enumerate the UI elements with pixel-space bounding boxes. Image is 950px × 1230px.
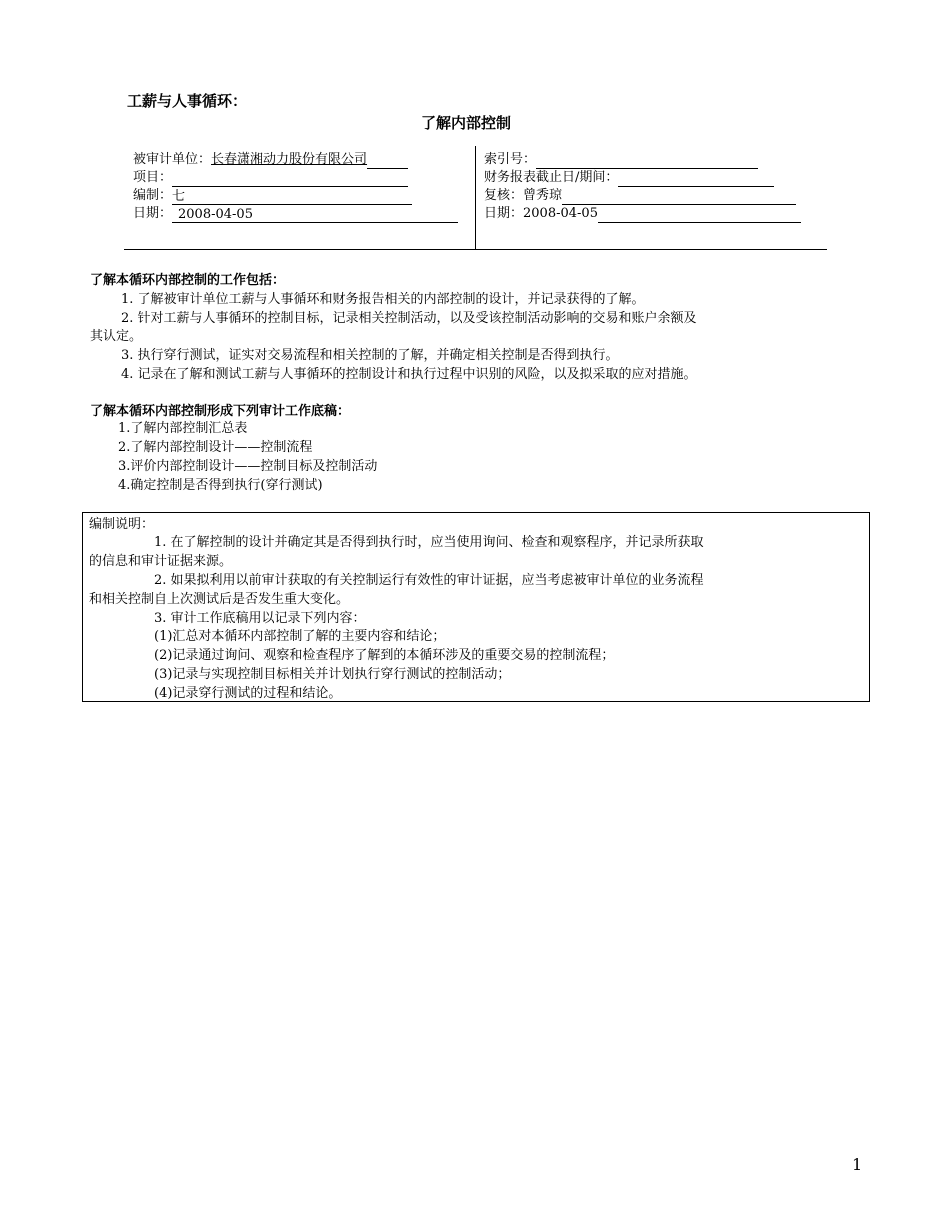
note-1: 1. 在了解控制的设计并确定其是否得到执行时，应当使用询问、检查和观察程序，并记录所获取 [154, 535, 704, 550]
review-underline [562, 188, 796, 205]
note-2: 2. 如果拟利用以前审计获取的有关控制运行有效性的审计证据，应当考虑被审计单位的业务流程 [154, 573, 704, 588]
entity-value: 长春潇湘动力股份有限公司 [211, 152, 368, 167]
info-divider [475, 146, 476, 250]
note-3-sub-2: (2)记录通过询问、观察和检查程序了解到的本循环涉及的重要交易的控制流程； [154, 648, 615, 663]
index-label: 索引号： [484, 152, 537, 167]
paper-item-3: 3.评价内部控制设计——控制目标及控制活动 [118, 459, 378, 474]
prepared-field [133, 187, 412, 205]
work-title: 了解本循环内部控制的工作包括： [90, 273, 286, 288]
entity-label: 被审计单位： [133, 152, 212, 167]
period-underline [618, 170, 774, 187]
project-field [133, 169, 408, 187]
period-label: 财务报表截止日/期间： [484, 170, 619, 185]
work-item-2-cont: 其认定。 [90, 329, 143, 344]
paper-item-4: 4.确定控制是否得到执行(穿行测试) [118, 478, 323, 493]
prepared-value: 七 [172, 188, 412, 205]
notes-title: 编制说明： [89, 517, 155, 532]
entity-underline [367, 152, 408, 169]
date-label: 日期： [133, 206, 173, 221]
page-number: 1 [852, 1155, 863, 1174]
review-value: 曾秀琼 [523, 188, 563, 203]
review-date-field [484, 205, 801, 223]
project-underline [172, 170, 408, 187]
note-1-cont: 的信息和审计证据来源。 [89, 554, 233, 569]
note-3-sub-1: (1)汇总对本循环内部控制了解的主要内容和结论； [154, 629, 446, 644]
review-label: 复核： [484, 188, 524, 203]
page-title: 了解内部控制 [421, 114, 512, 132]
entity-field [133, 151, 408, 169]
work-item-3: 3. 执行穿行测试，证实对交易流程和相关控制的了解，并确定相关控制是否得到执行。 [121, 348, 619, 363]
prepared-label: 编制： [133, 188, 173, 203]
work-item-1: 1. 了解被审计单位工薪与人事循环和财务报告相关的内部控制的设计，并记录获得的了解。 [121, 292, 645, 307]
date-value: 2008-04-05 [172, 206, 458, 223]
project-label: 项目： [133, 170, 173, 185]
work-item-4: 4. 记录在了解和测试工薪与人事循环的控制设计和执行过程中识别的风险，以及拟采取的应对措施。 [121, 367, 697, 382]
review-field [484, 187, 796, 205]
review-date-label: 日期： [484, 206, 524, 221]
date-field [133, 205, 458, 223]
note-3-sub-3: (3)记录与实现控制目标相关并计划执行穿行测试的控制活动； [154, 667, 511, 682]
review-date-underline [598, 206, 801, 223]
paper-item-1: 1.了解内部控制汇总表 [118, 421, 248, 436]
period-field [484, 169, 774, 187]
work-item-2: 2. 针对工薪与人事循环的控制目标，记录相关控制活动，以及受该控制活动影响的交易和账户余额及 [121, 311, 697, 326]
info-bottom-rule [124, 249, 827, 250]
index-underline [536, 152, 758, 169]
paper-item-2: 2.了解内部控制设计——控制流程 [118, 440, 313, 455]
note-2-cont: 和相关控制自上次测试后是否发生重大变化。 [89, 592, 350, 607]
index-field [484, 151, 758, 169]
papers-title: 了解本循环内部控制形成下列审计工作底稿： [90, 404, 351, 419]
note-3-sub-4: (4)记录穿行测试的过程和结论。 [154, 686, 342, 701]
review-date-value: 2008-04-05 [523, 206, 598, 221]
section-title: 工薪与人事循环： [127, 92, 248, 110]
note-3: 3. 审计工作底稿用以记录下列内容： [154, 611, 366, 626]
